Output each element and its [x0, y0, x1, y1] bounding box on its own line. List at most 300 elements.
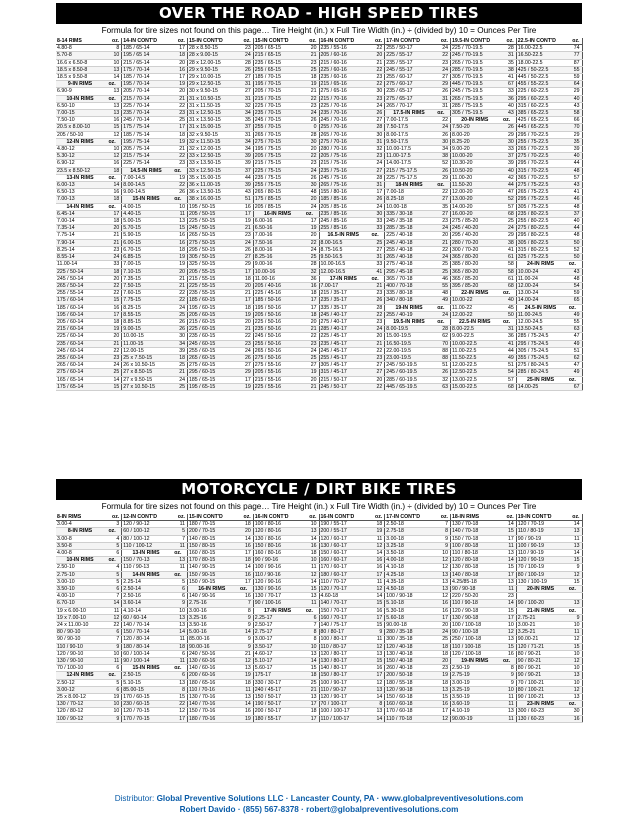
tire-size-cell: 7.00-17 [319, 282, 367, 289]
footer-separator: · [376, 794, 380, 803]
tire-size-cell: 200 / 60-16 [188, 672, 236, 679]
ounces-cell: 37 [236, 167, 254, 174]
ounces-cell: 22 [170, 102, 188, 109]
table-row [56, 708, 582, 715]
tire-size-cell: 11.00-14 [56, 261, 104, 268]
ounces-cell: 10 [499, 686, 517, 693]
tire-size-cell: 120 / 90-18 [451, 607, 499, 614]
rim-group-heading: 20-IN RIMS [516, 586, 564, 593]
tire-size-cell: 140 / 60-16 [188, 665, 236, 672]
tire-size-cell: 225 / 70-19.5 [451, 45, 499, 52]
ounces-cell: 20 [301, 318, 319, 325]
table-row [56, 196, 582, 203]
tire-size-cell: 255 / 45-17 [319, 354, 367, 361]
tire-size-cell: 100 / 90-19 [516, 542, 564, 549]
ounces-cell: 13 [170, 218, 188, 225]
column-header-ounces: oz. [301, 514, 319, 521]
ounces-cell: 23 [367, 354, 385, 361]
tire-size-cell: 90 / 90-21 [516, 672, 564, 679]
ounces-cell: 21 [301, 326, 319, 333]
ounces-cell: 17 [170, 74, 188, 81]
ounces-cell: 10 [104, 146, 122, 153]
tire-size-cell: 90 / 80-21 [516, 658, 564, 665]
ounces-cell: 18 [236, 304, 254, 311]
tire-size-cell: 295 / 40-20 [451, 232, 499, 239]
ounces-cell: 28 [236, 59, 254, 66]
tire-size-cell: 33 x 12.50-15 [188, 167, 236, 174]
table-row [56, 203, 582, 210]
ounces-cell: 11 [367, 636, 385, 643]
tire-size-cell: 445 / 65-19.5 [385, 383, 433, 390]
table-row [56, 59, 582, 66]
tire-size-cell: 275 / 65-16 [319, 88, 367, 95]
ounces-cell: 20 [301, 146, 319, 153]
ounces-cell: 29 [564, 88, 582, 95]
ounces-cell: 17 [236, 550, 254, 557]
ounces-cell: 20 [301, 45, 319, 52]
ounces-cell: 88 [433, 354, 451, 361]
ounces-cell: 19 [433, 672, 451, 679]
ounces-cell: 22 [104, 622, 122, 629]
ounces-cell: 17 [170, 45, 188, 52]
tire-size-cell: 140 / 70-16 [188, 701, 236, 708]
tire-size-cell: 225 / 70-15 [253, 102, 301, 109]
tire-size-cell: 9.50-16.5 [319, 254, 367, 261]
table-row [56, 383, 582, 390]
ounces-cell: 62 [433, 333, 451, 340]
ounces-cell: 12 [564, 686, 582, 693]
ounces-cell: 9 [236, 636, 254, 643]
ounces-cell: 14 [301, 535, 319, 542]
column-header-size: 14-IN CONT'D [122, 38, 170, 45]
tire-size-cell: 80 / 90-21 [516, 665, 564, 672]
ounces-cell: 13 [104, 88, 122, 95]
tire-size-cell: 265 / 70-17 [385, 102, 433, 109]
ounces-cell: 15 [104, 383, 122, 390]
tire-size-cell: 205 / 60-14 [56, 318, 104, 325]
tire-size-cell: 275 / 70-15 [253, 138, 301, 145]
ounces-cell: 34 [236, 146, 254, 153]
ounces-cell: 32 [236, 102, 254, 109]
ounces-cell: 22 [104, 282, 122, 289]
ounces-cell: 18 [301, 672, 319, 679]
ounces-cell: 18 [301, 550, 319, 557]
tire-size-cell: 175 / 60-14 [56, 297, 104, 304]
distributor-footer [40, 793, 598, 815]
column-header-size: 12-IN CONT'D [122, 514, 170, 521]
table-row [56, 117, 582, 124]
rim-group-heading: 16-IN RIMS [253, 210, 301, 217]
ounces-cell: 52 [564, 246, 582, 253]
tire-size-cell: 100 / 80-17 [319, 636, 367, 643]
ounces-heading: oz. [301, 607, 319, 614]
tire-size-cell: 7.00-15 [56, 110, 104, 117]
ounces-cell: 28 [367, 304, 385, 311]
ounces-cell: 19 [236, 672, 254, 679]
ounces-cell: 88 [433, 347, 451, 354]
ounces-cell: 23 [301, 340, 319, 347]
tire-size-cell: 2.50-15 [122, 672, 170, 679]
ounces-cell: 70 [433, 340, 451, 347]
tire-size-cell: 8.75-16.5 [319, 246, 367, 253]
ounces-cell: 22 [367, 347, 385, 354]
ounces-cell: 25 [170, 117, 188, 124]
tire-size-cell: 110 / 80-17 [319, 643, 367, 650]
tire-size-cell: 140 / 70-18 [451, 528, 499, 535]
tire-size-cell: 5.70-8 [56, 52, 104, 59]
ounces-cell: 6 [104, 686, 122, 693]
tire-size-cell: 8.00-17.5 [385, 131, 433, 138]
ounces-cell: 24 [367, 160, 385, 167]
ounces-cell: 26 [170, 326, 188, 333]
ounces-heading: oz. [104, 528, 122, 535]
ounces-cell: 20 [301, 232, 319, 239]
ounces-cell: 18 [236, 557, 254, 564]
tire-size-cell: 110 / 90-16 [253, 571, 301, 578]
tire-size-cell: 31 x 11.50-15 [188, 102, 236, 109]
ounces-cell: 15 [301, 665, 319, 672]
tire-size-cell: 280 / 35-18 [385, 629, 433, 636]
ounces-cell: 14 [170, 629, 188, 636]
tire-size-cell: 32 x 11.50-15 [188, 138, 236, 145]
ounces-cell: 62 [564, 354, 582, 361]
ounces-cell: 41 [499, 74, 517, 81]
tire-size-cell: 110 / 90-13 [122, 564, 170, 571]
table-row [56, 311, 582, 318]
ounces-cell: 24 [301, 110, 319, 117]
tire-size-cell: 31 x 15.00-15 [188, 124, 236, 131]
tire-size-cell: 80 / 100-12 [122, 535, 170, 542]
tire-size-cell: 255 / 70-15 [253, 124, 301, 131]
rim-group-heading: 19-IN RIMS [451, 658, 499, 665]
tire-size-cell: 130 / 80-17 [319, 658, 367, 665]
ounces-cell: 19 [104, 326, 122, 333]
ounces-cell: 11 [301, 564, 319, 571]
ounces-cell: 11 [170, 658, 188, 665]
ounces-cell: 58 [499, 268, 517, 275]
table-row [56, 110, 582, 117]
ounces-cell: 39 [236, 182, 254, 189]
ounces-cell: 13 [170, 679, 188, 686]
ounces-cell: 52 [499, 196, 517, 203]
tire-size-cell: 10.00-16 [253, 268, 301, 275]
ounces-cell: 22 [170, 182, 188, 189]
ounces-cell: 13 [236, 665, 254, 672]
table-row [56, 528, 582, 535]
tire-size-cell: 2.75-18 [385, 528, 433, 535]
ounces-cell: 19 [236, 311, 254, 318]
ounces-cell: 7 [433, 521, 451, 528]
rim-group-heading: 25-IN RIMS [516, 376, 564, 383]
ounces-cell: 12 [433, 593, 451, 600]
ounces-cell: 10 [433, 550, 451, 557]
ounces-cell: 37 [564, 210, 582, 217]
tire-size-cell: 150 / 60-18 [385, 694, 433, 701]
ounces-cell: 24 [433, 254, 451, 261]
tire-size-cell: 295 / 75-22.5 [516, 196, 564, 203]
tire-size-cell: 245 / 55-17 [385, 66, 433, 73]
tire-size-cell: 295 / 75-24.5 [516, 340, 564, 347]
ounces-cell: 12 [564, 636, 582, 643]
tire-size-cell: 215 / 35-17 [319, 290, 367, 297]
tire-size-cell: 235 / 65-15 [253, 59, 301, 66]
ounces-cell: 18 [104, 268, 122, 275]
column-header-ounces: oz. [236, 514, 254, 521]
tire-size-cell: 285 / 75-24.5 [516, 333, 564, 340]
column-header-size: 15-IN CONT'D [188, 514, 236, 521]
rim-group-heading: 23-IN RIMS [516, 701, 564, 708]
rim-group-heading: 24-IN RIMS [516, 261, 564, 268]
tire-size-cell: 225 / 75-14 [122, 160, 170, 167]
ounces-cell: 39 [564, 146, 582, 153]
tire-size-cell: 12.00-15 [122, 347, 170, 354]
ounces-cell: 31 [433, 95, 451, 102]
tire-size-cell: 12.50-22.5 [451, 369, 499, 376]
tire-size-cell: 70 / 100-10 [56, 665, 104, 672]
ounces-heading: oz. [367, 232, 385, 239]
ounces-cell: 7 [170, 535, 188, 542]
tire-size-cell: 245 / 70-14 [122, 117, 170, 124]
ounces-cell: 13 [104, 66, 122, 73]
tire-size-cell: 235 / 60-15 [188, 333, 236, 340]
ounces-cell: 26 [367, 196, 385, 203]
tire-size-cell: 120 / 90-19 [516, 557, 564, 564]
tire-size-cell: 195 / 70-15 [253, 81, 301, 88]
ounces-cell: 24 [433, 66, 451, 73]
tire-size-cell: 90 / 100-16 [253, 600, 301, 607]
ounces-cell: 49 [433, 297, 451, 304]
ounces-cell: 22 [301, 95, 319, 102]
ounces-cell: 25 [367, 239, 385, 246]
column-header-ounces: oz. [564, 38, 582, 45]
ounces-cell: 9 [367, 629, 385, 636]
tire-size-cell: 205 / 55-15 [188, 268, 236, 275]
tire-size-cell: 90 / 100-21 [516, 694, 564, 701]
ounces-cell: 11 [170, 542, 188, 549]
ounces-cell: 9 [236, 614, 254, 621]
tire-size-cell: 35 x 15.00-15 [188, 174, 236, 181]
tire-size-cell: 235 / 80-22.5 [516, 210, 564, 217]
ounces-cell: 27 [433, 196, 451, 203]
tire-size-cell: 175 / 65-14 [56, 383, 104, 390]
tire-size-cell: 235 / 45-17 [319, 340, 367, 347]
ounces-cell: 11 [170, 521, 188, 528]
footer-separator: · [285, 794, 289, 803]
ounces-cell: 44 [564, 225, 582, 232]
footer-company: Global Preventive Solutions LLC [156, 794, 284, 803]
ounces-cell: 15 [104, 124, 122, 131]
tire-size-cell: 265 / 70-16 [319, 131, 367, 138]
ounces-cell: 20 [367, 376, 385, 383]
tire-size-cell: 2.50-17 [253, 622, 301, 629]
table-row [56, 643, 582, 650]
ounces-cell: 42 [499, 174, 517, 181]
tire-size-cell: 120 / 70-19 [516, 521, 564, 528]
ounces-cell: 4 [104, 535, 122, 542]
tire-size-cell: 190 / 55-17 [319, 521, 367, 528]
tire-size-cell: 215 / 55-16 [253, 376, 301, 383]
ounces-cell: 11 [367, 535, 385, 542]
tire-size-cell: 150 / 90-15 [188, 578, 236, 585]
tire-size-cell: 255 / 60-15 [188, 347, 236, 354]
ounces-cell: 12 [236, 658, 254, 665]
ounces-cell: 18 [170, 246, 188, 253]
ounces-cell: 17 [170, 715, 188, 722]
tire-size-cell: 305 / 80-22.5 [516, 239, 564, 246]
ounces-cell: 48 [564, 232, 582, 239]
tire-size-cell: 265 / 60-14 [56, 362, 104, 369]
ounces-cell: 20 [236, 282, 254, 289]
ounces-cell: 19 [170, 138, 188, 145]
ounces-cell: 23 [367, 95, 385, 102]
tire-size-cell: 120 / 71-21 [516, 643, 564, 650]
column-header-ounces: oz. [433, 38, 451, 45]
tire-size-cell: 29 x 10.00-15 [188, 74, 236, 81]
tire-size-cell: 5.10-18 [385, 600, 433, 607]
tire-size-cell: 275 / 50-16 [253, 354, 301, 361]
tire-size-cell: 10.00-16.5 [319, 261, 367, 268]
ounces-cell: 8 [170, 686, 188, 693]
tire-size-cell: 295 / 70-22.5 [516, 160, 564, 167]
tire-size-cell: 255 / 70-16 [319, 124, 367, 131]
table-row [56, 45, 582, 52]
tire-size-cell: 245 / 60-15 [188, 340, 236, 347]
ounces-cell: 21 [236, 650, 254, 657]
footer-website-link[interactable]: www.globalpreventivesolutions.com [381, 794, 524, 803]
tire-size-cell: 70 / 100-21 [516, 679, 564, 686]
ounces-cell: 17 [367, 571, 385, 578]
ounces-cell: 40 [564, 95, 582, 102]
tire-size-cell: 7.00-13 [56, 196, 104, 203]
tire-size-cell: 265 / 40-18 [385, 254, 433, 261]
ounces-cell: 21 [236, 326, 254, 333]
ounces-cell: 19 [301, 81, 319, 88]
ounces-cell: 14 [236, 701, 254, 708]
ounces-cell: 11 [499, 586, 517, 593]
tire-size-cell: 15.00-19.5 [385, 333, 433, 340]
ounces-cell: 31 [433, 102, 451, 109]
ounces-cell: 27 [236, 254, 254, 261]
tire-size-cell: 285 / 75-19.5 [451, 102, 499, 109]
ounces-cell: 35 [564, 138, 582, 145]
tire-size-cell: 3.25-18 [385, 542, 433, 549]
tire-size-cell: 205 / 85-16 [319, 203, 367, 210]
tire-size-cell: 3.00-19 [451, 679, 499, 686]
tire-size-cell: 7.50-17.5 [385, 124, 433, 131]
ounces-cell: 18 [104, 167, 122, 174]
ounces-cell: 6 [104, 665, 122, 672]
column-header-ounces: oz. [499, 514, 517, 521]
tire-size-cell: 285 / 70-19.5 [451, 66, 499, 73]
ounces-cell: 8 [433, 528, 451, 535]
table-row [56, 232, 582, 239]
tire-size-cell: 3.50-19 [451, 694, 499, 701]
table-row [56, 701, 582, 708]
tire-size-cell: 16.50-19.5 [385, 340, 433, 347]
rim-group-heading: 19-IN RIMS [385, 304, 433, 311]
tire-size-cell: 2.50-12 [56, 679, 104, 686]
tire-size-cell: 215 / 50-17 [319, 376, 367, 383]
column-header-size: 16-IN CONT'D [253, 514, 301, 521]
tire-size-cell: 295 / 50-15 [188, 246, 236, 253]
ounces-cell: 13 [433, 571, 451, 578]
ounces-cell: 10 [104, 52, 122, 59]
tire-size-cell: 235 / 60-14 [56, 340, 104, 347]
ounces-cell: 26 [367, 110, 385, 117]
ounces-cell: 16 [236, 593, 254, 600]
table-row [56, 672, 582, 679]
ounces-cell: 43 [564, 102, 582, 109]
ounces-cell: 17 [104, 311, 122, 318]
tire-size-cell: 90 / 90-18 [451, 586, 499, 593]
ounces-cell: 13 [564, 694, 582, 701]
ounces-heading: oz. [433, 318, 451, 325]
tire-size-cell: 195 / 75-15 [253, 146, 301, 153]
ounces-cell: 24 [499, 225, 517, 232]
column-header-ounces: oz. [367, 38, 385, 45]
table-row [56, 74, 582, 81]
tire-size-cell: 215 / 70-16 [319, 95, 367, 102]
tire-size-cell: 7.50-16 [253, 239, 301, 246]
tire-size-cell: 215 / 75-15 [253, 160, 301, 167]
tire-size-cell: 130 / 70-17 [253, 593, 301, 600]
tire-size-cell: 300 / 70-20 [451, 246, 499, 253]
ounces-cell: 15 [433, 694, 451, 701]
tire-size-cell: 335 / 80-18 [385, 290, 433, 297]
tire-size-cell: 205 / 60-15 [188, 311, 236, 318]
ounces-cell: 6 [104, 629, 122, 636]
tire-size-cell: 235 / 55-15 [188, 290, 236, 297]
ounces-cell: 22 [236, 333, 254, 340]
tire-size-cell: 9.00-16 [253, 261, 301, 268]
tire-size-cell: 110 / 80-19 [516, 528, 564, 535]
tire-size-cell: 7.00-14 [56, 218, 104, 225]
ounces-cell: 28 [433, 326, 451, 333]
footer-email-link[interactable]: robert@globalpreventivesolutions.com [306, 805, 459, 814]
ounces-cell: 18 [170, 643, 188, 650]
tire-size-cell: 215 / 65-15 [253, 52, 301, 59]
ounces-cell: 25 [170, 362, 188, 369]
table-row [56, 550, 582, 557]
ounces-heading: oz. [236, 586, 254, 593]
tire-size-cell: 85.00-16 [188, 636, 236, 643]
ounces-cell: 9 [564, 564, 582, 571]
ounces-cell: 13 [564, 528, 582, 535]
ounces-cell: 16 [236, 708, 254, 715]
ounces-cell: 14 [301, 578, 319, 585]
ounces-cell: 55 [564, 318, 582, 325]
ounces-cell: 23 [433, 59, 451, 66]
tire-size-cell: 33 x 13.50-15 [188, 160, 236, 167]
footer-phone[interactable]: (855) 567-8378 [242, 805, 299, 814]
tire-size-cell: 365 / 70-22.5 [516, 174, 564, 181]
tire-size-cell: 130 / 40-18 [385, 650, 433, 657]
ounces-cell: 23 [104, 354, 122, 361]
ounces-cell: 36 [301, 275, 319, 282]
tire-size-cell: 325 / 75-22.5 [516, 254, 564, 261]
tire-size-cell: 185 / 70-14 [122, 74, 170, 81]
ounces-cell: 24 [301, 246, 319, 253]
ounces-cell: 21 [301, 686, 319, 693]
ounces-cell: 10 [564, 665, 582, 672]
ounces-heading: oz. [564, 586, 582, 593]
ounces-cell: 29 [236, 369, 254, 376]
ounces-cell: 6 [170, 586, 188, 593]
ounces-cell: 30 [433, 138, 451, 145]
ounces-cell: 13 [564, 600, 582, 607]
ounces-cell: 40 [499, 102, 517, 109]
tire-size-cell: 235 / 70-15 [253, 110, 301, 117]
